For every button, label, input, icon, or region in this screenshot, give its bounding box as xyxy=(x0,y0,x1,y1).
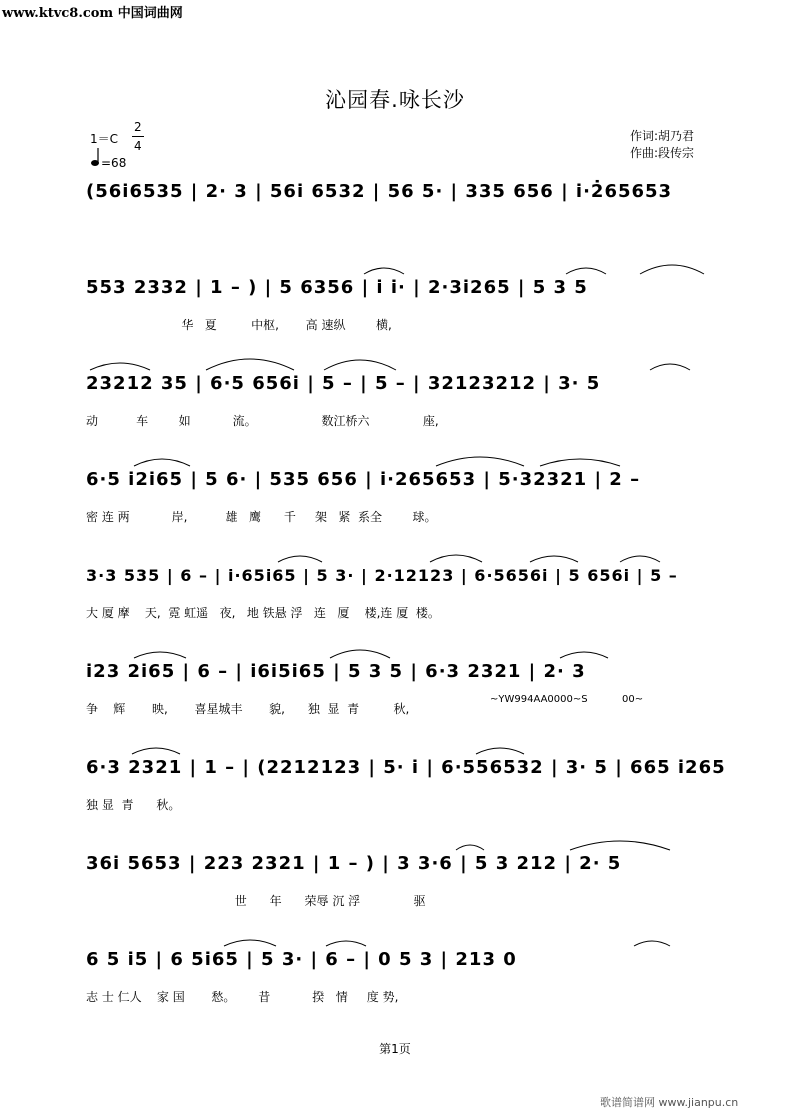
key-signature: 1＝C xyxy=(90,132,119,146)
tempo-marking: =68 xyxy=(101,156,127,170)
notation-line: i23 2i65 | 6 – | i6i5i65 | 5 3 5 | 6·3 2321 | 2· 3 xyxy=(86,661,586,682)
lyrics-line-8: 世 年 荣辱 沉 浮 驱 xyxy=(86,894,426,908)
ocr-noise-text-2: 00~ xyxy=(622,694,644,705)
notation-line: 6·3 2321 | 1 – | (2212123 | 5· i | 6·556532 | 3· 5 | 665 i265 xyxy=(86,757,726,778)
notation-line: 6 5 i5 | 6 5i65 | 5 3· | 6 – | 0 5 3 | 213 0 xyxy=(86,949,517,970)
song-title: 沁园春.咏长沙 xyxy=(325,88,465,112)
ocr-noise-text: ~YW994AA0000~S xyxy=(490,694,588,705)
lyrics-line-3: 动 车 如 流。 数江桥六 座, xyxy=(86,414,439,428)
lyrics-line-7: 独 显 青 秋。 xyxy=(86,798,181,812)
lyrics-line-4: 密 连 两 岸, 雄 鹰 千 架 紧 系全 球。 xyxy=(86,510,437,524)
site-header: www.ktvc8.com 中国词曲网 xyxy=(2,6,183,21)
lyrics-line-2: 华 夏 中枢, 高 速纵 横, xyxy=(86,318,392,332)
notation-line: 3·3 535 | 6 – | i·65i65 | 5 3· | 2·12123 | 6·5656i | 5 656i | 5 – xyxy=(86,566,678,585)
time-signature-bottom: 4 xyxy=(134,139,142,153)
notation-line: 23212 35 | 6·5 656i | 5 – | 5 – | 32123212 | 3· 5 xyxy=(86,373,601,394)
time-signature-top: 2 xyxy=(134,120,142,134)
composer-credit: 作曲:段传宗 xyxy=(630,146,695,160)
page-number: 第1页 xyxy=(379,1042,411,1056)
notation-line: 6·5 i2i65 | 5 6· | 535 656 | i·265653 | 5·32321 | 2 – xyxy=(86,469,641,490)
notation-line: 36i 5653 | 223 2321 | 1 – ) | 3 3·6 | 5 3 212 | 2· 5 xyxy=(86,853,622,874)
watermark: 歌谱简谱网 www.jianpu.cn xyxy=(600,1096,739,1109)
lyrics-line-6: 争 辉 映, 喜星城丰 貌, 独 显 青 秋, xyxy=(86,702,410,716)
notation-line: (56i6535 | 2· 3 | 56i 6532 | 56 5· | 335 656 | i·2̇65653 xyxy=(86,181,673,202)
lyrics-line-9: 志 士 仁人 家 国 愁。 昔 揆 情 度 势, xyxy=(86,990,399,1004)
notation-line: 553 2332 | 1 – ) | 5 6356 | i i· | 2·3i265 | 5 3 5 xyxy=(86,277,588,298)
lyrics-line-5: 大 厦 摩 天, 霓 虹遥 夜, 地 铁悬 浮 连 厦 楼,连 厦 楼。 xyxy=(86,606,440,620)
lyricist-credit: 作词:胡乃君 xyxy=(630,129,695,143)
